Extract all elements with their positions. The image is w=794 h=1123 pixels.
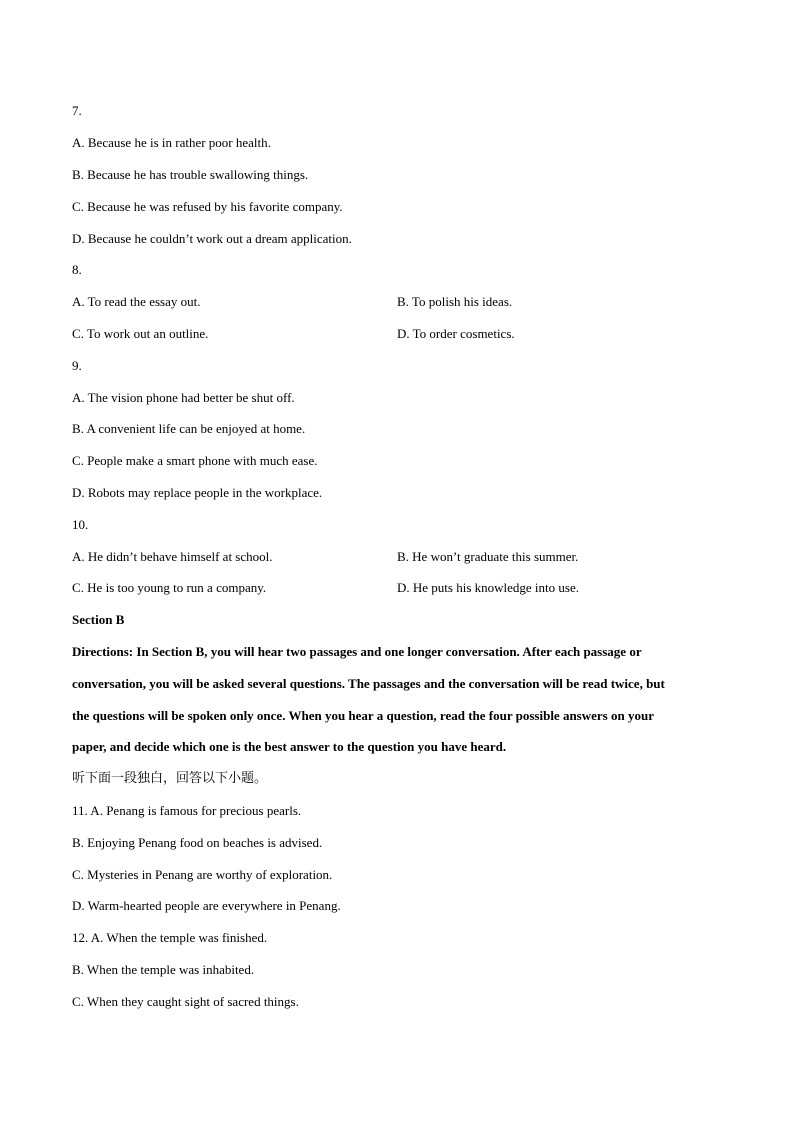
section-b-directions-line-1: Directions: In Section B, you will hear two passages and one longer conversation. After each passage or	[72, 644, 642, 659]
question-9-option-c: C. People make a smart phone with much ease.	[72, 453, 318, 468]
question-8-option-b: B. To polish his ideas.	[397, 294, 513, 309]
question-9-option-a: A. The vision phone had better be shut off.	[72, 390, 295, 405]
question-12-option-b: B. When the temple was inhabited.	[72, 962, 255, 977]
question-10-option-d: D. He puts his knowledge into use.	[397, 580, 579, 595]
question-9-option-b: B. A convenient life can be enjoyed at home.	[72, 421, 306, 436]
question-12-option-c: C. When they caught sight of sacred things.	[72, 994, 299, 1009]
question-8-option-a: A. To read the essay out.	[72, 294, 201, 309]
question-7-option-d: D. Because he couldn’t work out a dream application.	[72, 231, 352, 246]
section-b-directions-line-2: conversation, you will be asked several questions. The passages and the conversation will be read twice, but	[72, 676, 665, 691]
question-8-option-d: D. To order cosmetics.	[397, 326, 515, 341]
question-7-option-c: C. Because he was refused by his favorite company.	[72, 199, 343, 214]
question-7-number: 7.	[72, 103, 82, 118]
section-b-heading: Section B	[72, 612, 125, 627]
question-7-option-a: A. Because he is in rather poor health.	[72, 135, 271, 150]
section-b-directions-line-3: the questions will be spoken only once. When you hear a question, read the four possible answers on your	[72, 708, 654, 723]
question-8-number: 8.	[72, 262, 82, 277]
question-9-number: 9.	[72, 358, 82, 373]
question-11-option-d: D. Warm-hearted people are everywhere in Penang.	[72, 898, 341, 913]
section-b-directions-line-4: paper, and decide which one is the best answer to the question you have heard.	[72, 739, 507, 754]
question-9-option-d: D. Robots may replace people in the workplace.	[72, 485, 323, 500]
question-8-option-c: C. To work out an outline.	[72, 326, 209, 341]
question-10-option-b: B. He won’t graduate this summer.	[397, 549, 579, 564]
question-7-option-b: B. Because he has trouble swallowing things.	[72, 167, 309, 182]
question-10-option-a: A. He didn’t behave himself at school.	[72, 549, 273, 564]
question-12-option-a: 12. A. When the temple was finished.	[72, 930, 268, 945]
question-11-option-a: 11. A. Penang is famous for precious pearls.	[72, 803, 302, 818]
question-10-number: 10.	[72, 517, 89, 532]
question-11-option-b: B. Enjoying Penang food on beaches is advised.	[72, 835, 323, 850]
question-11-option-c: C. Mysteries in Penang are worthy of exploration.	[72, 867, 333, 882]
monologue-instruction: 听下面一段独白，回答以下小题。	[72, 771, 268, 786]
question-10-option-c: C. He is too young to run a company.	[72, 580, 267, 595]
